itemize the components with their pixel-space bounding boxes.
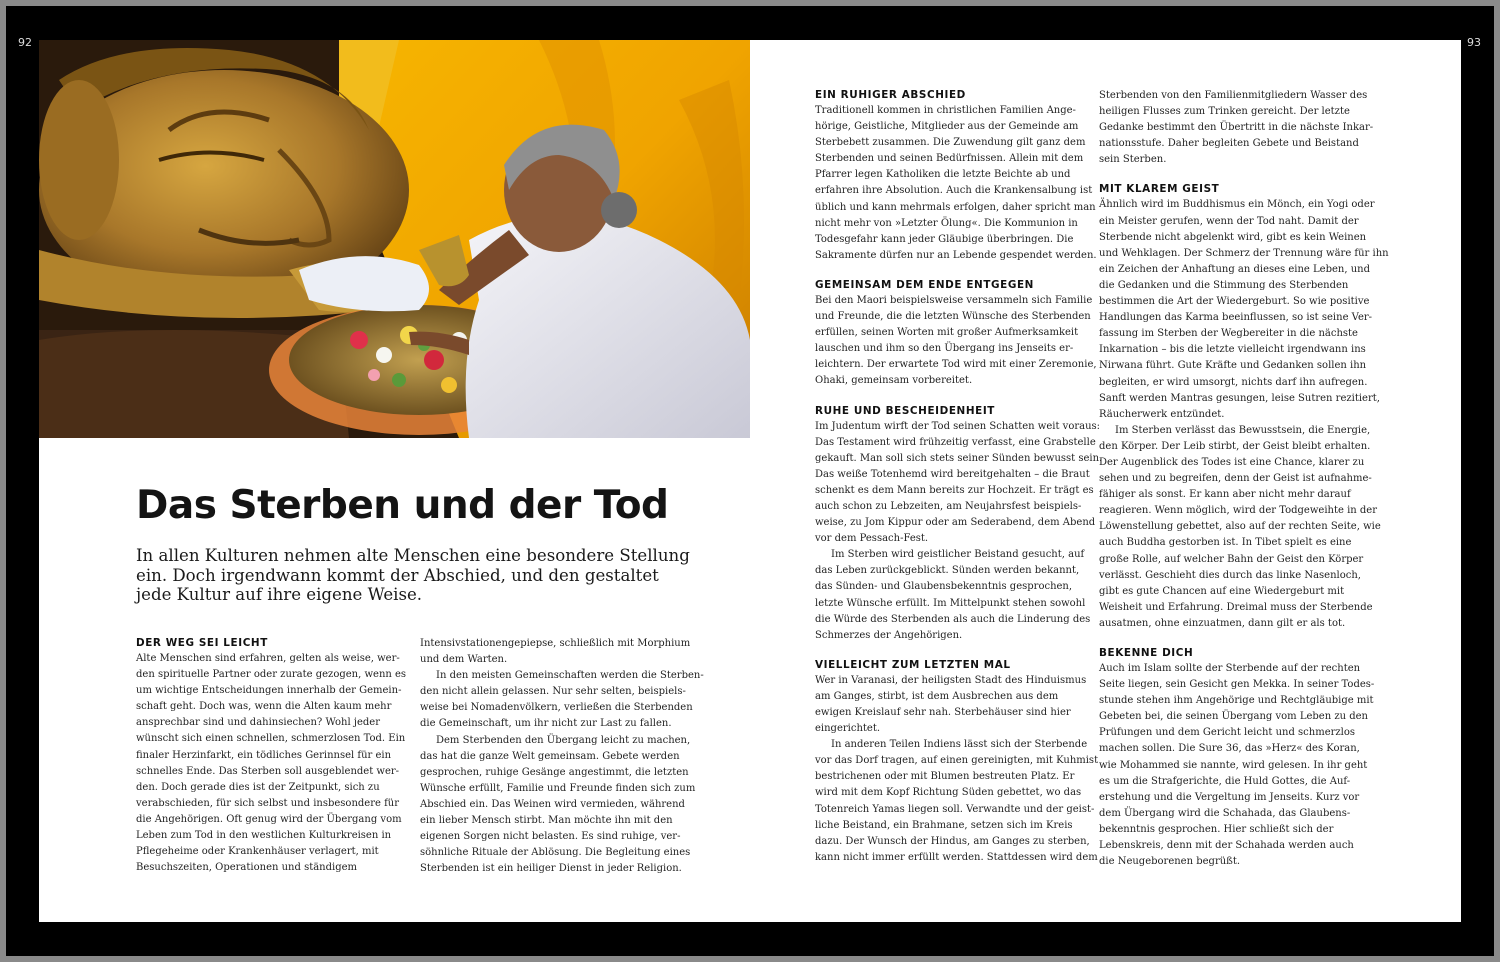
text-line: schnelles Ende. Das Sterben soll ausgeblendet wer- [136,765,400,777]
section-heading: MIT KLAREM GEIST [1099,183,1220,196]
text-line: Weisheit und Erfahrung. Dreimal muss der Sterbende [1099,601,1373,613]
text-line: Räucherwerk entzündet. [1099,408,1225,420]
text-line: ewigen Kreislauf sehr nah. Sterbehäuser sind hier [815,707,1071,718]
text-line: Sterbenden von den Familienmitgliedern Wasser des [1099,90,1368,101]
text-line: fähiger als sonst. Er kann aber nicht mehr darauf [1099,489,1351,501]
text-line: weise, zu Jom Kippur oder am Sederabend, dem Abend [815,517,1096,529]
text-line: Traditionell kommen in christlichen Familien Ange- [815,105,1076,116]
text-line: heiligen Flusses zum Trinken gereicht. Der letzte [1099,106,1350,118]
text-line: kann nicht immer erfüllt werden. Stattdessen wird dem [815,851,1098,863]
text-line: stunde stehen ihm Angehörige und Rechtgläubige mit [1099,695,1374,707]
text-line: Leben zum Tod in den westlichen Kulturkreisen in [136,830,392,842]
text-line: Sterbenden ist ein heiliger Dienst in jeder Religion. [420,863,682,875]
text-line: eigenen Sorgen nicht belasten. Es sind ruhige, ver- [420,831,681,843]
text-line: erstehung und die Vergeltung im Jenseits. Kurz vor [1099,791,1360,803]
text-line: Sterbende nicht abgelenkt wird, gibt es kein Weinen [1099,231,1367,243]
text-line: begleiten, er wird umsorgt, nichts darf ihn aufregen. [1099,376,1368,388]
text-column-1 [136,636,406,876]
text-line: und dem Warten. [420,654,508,666]
text-line: wünscht sich einen schnellen, schmerzlosen Tod. Ein [136,733,406,745]
text-line: Alte Menschen sind erfahren, gelten als weise, wer- [136,653,400,664]
text-line: Schmerzes der Angehörigen. [815,629,963,641]
text-line: auch schon zu Lebzeiten, am Neujahrsfest beispiels- [815,500,1082,512]
text-line: vor das Dorf tragen, auf einen gereinigten, mit Kuhmist [815,755,1099,767]
text-line: wie Mohammed sie nannte, wird gelesen. In ihr geht [1099,759,1368,771]
text-line: erfüllen, seinen Worten mit großer Aufmerksamkeit [815,327,1079,339]
text-line: Besuchszeiten, Operationen und ständigem [136,862,358,874]
text-line: Bei den Maori beispielsweise versammeln sich Familie [815,294,1093,306]
text-line: bestimmen die Art der Wiedergeburt. So wie positive [1099,296,1370,308]
text-line: nicht mehr von »Letzter Ölung«. Die Kommunion in [815,217,1078,229]
subtitle-lead: In allen Kulturen nehmen alte Menschen eine besondere Stellung ein. Doch irgendwann kommt der Abschied, und den gestaltet jede Kultur auf ihre eigene Weise. [136,546,690,604]
text-line: eingerichtet. [815,723,881,735]
text-line: ein Zeichen der Anhaftung an dieses eine Leben, und [1099,263,1370,275]
text-line: Nirwana führt. Gute Kräfte und Gedanken sollen ihn [1099,360,1367,372]
text-line: Sterbenden und seinen Bedürfnissen. Allein mit dem [815,153,1084,165]
left-page [39,40,750,922]
text-line: Pfarrer legen Katholiken die letzte Beichte ab und [815,169,1071,181]
text-line: das Sünden- und Glaubensbekenntnis gesprochen, [815,581,1073,593]
text-line: Gedanke bestimmt den Übertritt in die nächste Inkar- [1099,122,1374,134]
text-line: um wichtige Entscheidungen innerhalb der Gemein- [136,685,402,697]
text-line: In den meisten Gemeinschaften werden die Sterben- [436,670,704,682]
text-line: ausatmen, ohne einzuatmen, dann gilt er als tot. [1099,617,1346,629]
text-line: verabschieden, für sich selbst und insbesondere für [136,797,400,809]
text-line: und Freunde, die die letzten Wünsche des Sterbenden [815,311,1091,323]
photo-reclining-buddha-offering [39,40,750,438]
text-line: Wünsche erfüllt, Familie und Freunde finden sich zum [420,782,696,794]
text-line: Auch im Islam sollte der Sterbende auf der rechten [1099,663,1361,674]
text-line: bestrichenen oder mit Blumen bestreuten Platz. Er [815,771,1075,783]
text-line: leichtern. Der erwartete Tod wird mit einer Zeremonie, [815,359,1097,371]
text-line: hörige, Geistliche, Mitglieder aus der Gemeinde am [815,121,1079,133]
text-line: Das weiße Totenhemd wird bereitgehalten – die Braut [815,468,1090,480]
text-line: ein Meister gerufen, wenn der Tod naht. Damit der [1099,215,1359,227]
text-column-4 [1099,88,1389,870]
text-line: Pflegeheime oder Krankenhäuser verlagert, mit [136,846,379,858]
text-line: schenkt es dem Mann bereits zur Hochzeit. Er trägt es [815,484,1094,496]
text-line: Sterbebett zusammen. Die Zuwendung gilt ganz dem [815,137,1086,149]
text-line: gekauft. Man soll sich stets seiner Sünden bewusst sein. [815,452,1103,464]
text-line: Lebenskreis, denn mit der Schahada werden auch [1099,840,1354,852]
text-line: bekenntnis gesprochen. Hier schließt sich der [1099,823,1334,835]
text-line: die Angehörigen. Oft genug wird der Übergang vom [136,813,402,825]
text-line: Ohaki, gemeinsam vorbereitet. [815,375,973,387]
text-line: das Leben zurückgeblickt. Sünden werden bekannt, [815,565,1080,577]
text-line: fassung im Sterben der Wegbereiter in die nächste [1099,328,1358,340]
text-line: gesprochen, ruhige Gesänge angestimmt, die letzten [420,766,689,778]
text-line: Im Sterben wird geistlicher Beistand gesucht, auf [831,549,1085,561]
text-line: liche Beistand, ein Brahmane, setzen sich im Kreis [815,819,1073,831]
text-line: es um die Strafgerichte, die Huld Gottes, die Auf- [1099,775,1351,787]
text-line: Inkarnation – bis die letzte vielleicht irgendwann ins [1099,344,1366,356]
text-line: Der Augenblick des Todes ist eine Chance, klarer zu [1099,456,1365,468]
text-line: wird mit dem Kopf Richtung Süden gebettet, wo das [815,787,1082,799]
text-line: Sakramente dürfen nur an Lebende gespendet werden. [815,249,1097,261]
text-line: den Körper. Der Leib stirbt, der Geist bleibt erhalten. [1099,440,1371,452]
text-line: den. Doch gerade dies ist der Zeitpunkt, sich zu [136,781,380,793]
text-line: Prüfungen und dem Gericht leicht und schmerzlos [1099,727,1356,739]
text-line: letzte Wünsche erfüllt. Im Mittelpunkt stehen sowohl [815,597,1086,609]
text-line: Seite liegen, sein Gesicht gen Mekka. In seiner Todes- [1099,679,1375,691]
text-line: auch Buddha gestorben ist. In Tibet spielt es eine [1099,537,1352,549]
text-line: Totenreich Yamas liegen soll. Verwandte und der geist- [815,803,1095,815]
text-line: sein Sterben. [1099,154,1167,166]
section-heading: GEMEINSAM DEM ENDE ENTGEGEN [815,278,1034,291]
text-line: Abschied ein. Das Weinen wird vermieden, während [420,798,685,810]
text-line: Dem Sterbenden den Übergang leicht zu machen, [436,734,691,746]
text-line: Im Judentum wirft der Tod seinen Schatten weit voraus: [815,420,1101,432]
text-line: weise bei Nomadenvölkern, verließen die Sterbenden [420,702,693,714]
text-line: söhnliche Rituale der Ablösung. Die Begleitung eines [420,847,691,859]
text-line: die Würde des Sterbenden als auch die Linderung des [815,613,1091,625]
text-line: Im Sterben verlässt das Bewusstsein, die Energie, [1115,424,1371,436]
text-line: Ähnlich wird im Buddhismus ein Mönch, ein Yogi oder [1099,199,1375,211]
text-line: die Neugeborenen begrüßt. [1099,856,1241,868]
text-line: am Ganges, stirbt, ist dem Ausbrechen aus dem [815,690,1059,702]
text-line: ansprechbar sind und dahinsiechen? Wohl jeder [136,717,380,729]
text-line: große Rolle, auf welcher Bahn der Geist den Körper [1099,553,1364,565]
text-line: Gebeten bei, die seinen Übergang vom Leben zu den [1099,711,1368,723]
text-line: Das Testament wird frühzeitig verfasst, eine Grabstelle [815,436,1096,448]
text-line: und Wehklagen. Der Schmerz der Trennung wäre für ihn [1099,247,1389,259]
text-line: die Gemeinschaft, um ihr nicht zur Last zu fallen. [420,718,672,730]
text-column-3 [815,88,1102,866]
section-heading: VIELLEICHT ZUM LETZTEN MAL [815,658,1011,671]
text-column-2 [420,636,704,877]
text-line: nationsstufe. Daher begleiten Gebete und Beistand [1099,138,1359,150]
text-line: den nicht allein gelassen. Nur sehr selten, beispiels- [420,686,686,698]
text-line: lauschen und ihm so den Übergang ins Jenseits er- [815,343,1074,355]
section-heading: DER WEG SEI LEICHT [136,637,268,649]
text-line: machen sollen. Die Sure 36, das »Herz« des Koran, [1099,743,1360,755]
text-line: schaft geht. Doch was, wenn die Alten kaum mehr [136,701,392,713]
text-line: gibt es gute Chancen auf eine Wiedergeburt mit [1099,585,1345,597]
text-line: Löwenstellung gebettet, also auf der rechten Seite, wie [1099,521,1381,533]
text-line: In anderen Teilen Indiens lässt sich der Sterbende [831,739,1088,751]
text-line: sehen und zu begreifen, denn der Geist ist aufnahme- [1099,473,1372,485]
page-number-right: 93 [1467,36,1481,49]
text-line: üblich und kann mehrmals erfolgen, daher spricht man [815,201,1096,213]
text-line: Handlungen das Karma beeinflussen, so ist seine Ver- [1099,312,1373,324]
text-line: verlässt. Geschieht dies durch das linke Nasenloch, [1099,569,1361,581]
text-line: reagieren. Wenn möglich, wird der Todgeweihte in der [1099,505,1377,517]
page-number-left: 92 [18,36,32,49]
text-line: vor dem Pessach-Fest. [815,533,929,545]
text-line: ein lieber Mensch stirbt. Man möchte ihn mit den [420,815,673,827]
section-heading: BEKENNE DICH [1099,647,1194,659]
text-line: Todesgefahr kann jeder Gläubige überbringen. Die [815,233,1074,245]
section-heading: EIN RUHIGER ABSCHIED [815,89,966,101]
text-line: Sanft werden Mantras gesungen, leise Sutren rezitiert, [1099,392,1380,404]
text-line: Wer in Varanasi, der heiligsten Stadt des Hinduismus [815,674,1087,686]
text-line: den spirituelle Partner oder zurate gezogen, wenn es [136,669,407,681]
text-line: dazu. Der Wunsch der Hindus, am Ganges zu sterben, [815,835,1090,847]
text-line: erfahren ihre Absolution. Auch die Krankensalbung ist [815,185,1093,197]
text-line: finaler Herzinfarkt, ein tödliches Gerinnsel für ein [136,749,392,761]
text-line: dem Übergang wird die Schahada, das Glaubens- [1099,807,1351,819]
text-line: die Gedanken und die Stimmung des Sterbenden [1099,279,1349,291]
text-line: Intensivstationengepiepse, schließlich mit Morphium [420,638,691,649]
text-line: das hat die ganze Welt gemeinsam. Gebete werden [420,750,680,762]
right-page [750,40,1461,922]
page-title: Das Sterben und der Tod [136,483,669,528]
section-heading: RUHE UND BESCHEIDENHEIT [815,404,995,417]
